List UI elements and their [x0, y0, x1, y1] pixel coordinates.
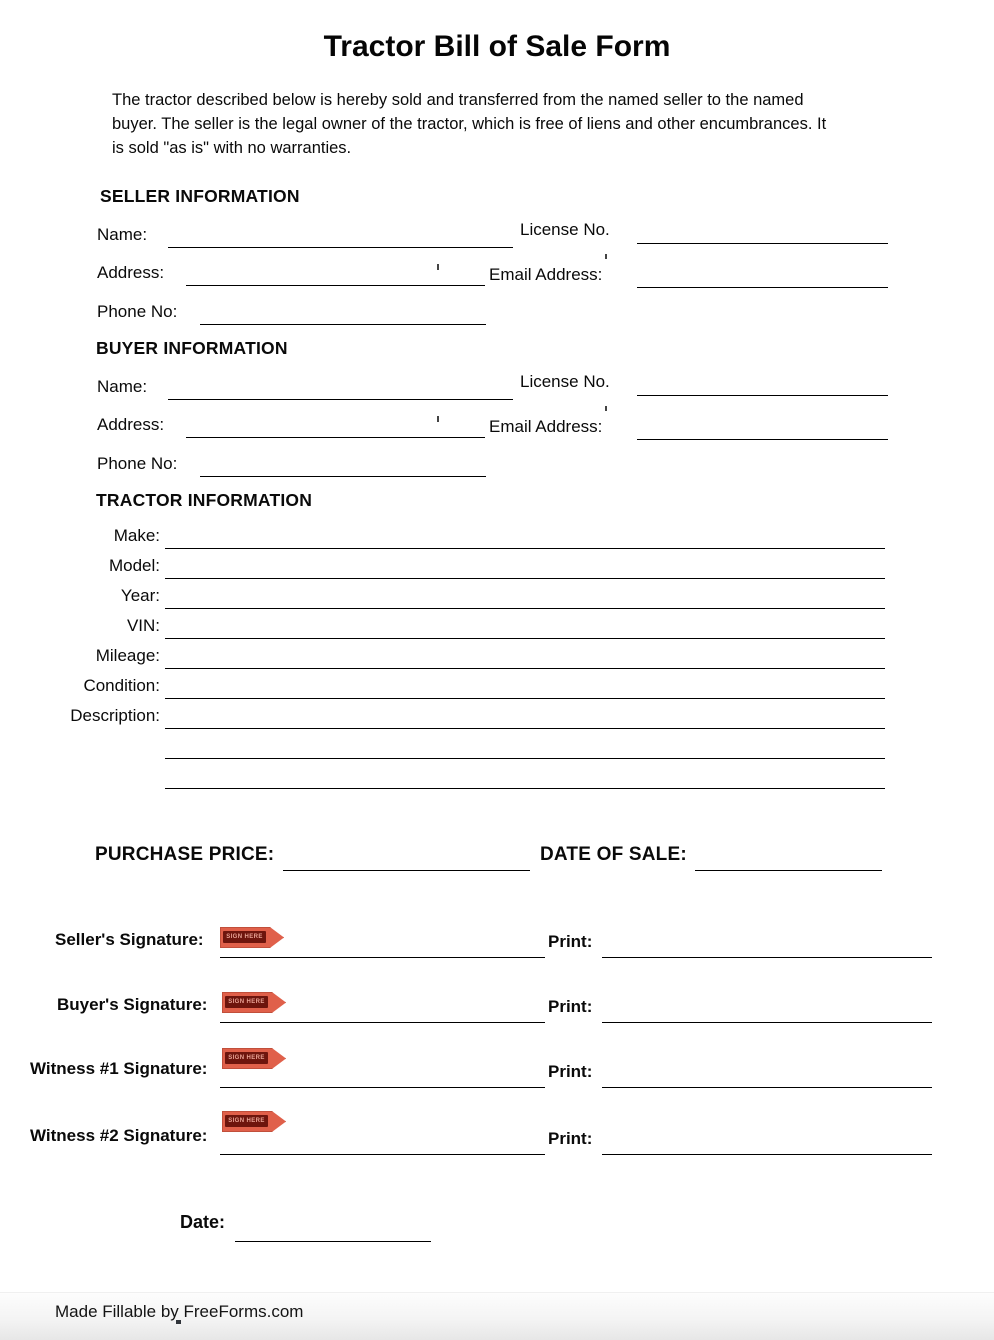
description-input-line-1[interactable] — [165, 728, 885, 729]
seller-print-input-line[interactable] — [602, 957, 932, 958]
buyer-phone-label: Phone No: — [97, 454, 178, 473]
make-input-line[interactable] — [165, 548, 885, 549]
date-label: Date: — [180, 1212, 226, 1232]
model-input-line[interactable] — [165, 578, 885, 579]
mileage-label: Mileage: — [95, 646, 160, 665]
sign-here-text: SIGN HERE — [223, 931, 266, 943]
seller-email-input-line[interactable] — [637, 287, 888, 288]
vin-label: VIN: — [126, 616, 160, 635]
intro-paragraph: The tractor described below is hereby sold and transferred from the named seller to the named buyer. The seller is the legal owner of the tractor, which is free of liens and other encumbrances. It is sold "as is" with no warranties. — [112, 91, 827, 157]
seller-signature-label: Seller's Signature: — [55, 930, 204, 949]
seller-address-input-line[interactable] — [186, 285, 485, 286]
date-of-sale-label: DATE OF SALE: — [540, 844, 687, 865]
buyer-phone-input-line[interactable] — [200, 476, 486, 477]
buyer-section-heading: BUYER INFORMATION — [96, 338, 288, 358]
sign-here-tag[interactable] — [220, 927, 284, 948]
sign-here-text: SIGN HERE — [225, 996, 268, 1008]
seller-phone-input-line[interactable] — [200, 324, 486, 325]
footer-credit: Made Fillable by FreeForms.com — [55, 1302, 304, 1321]
mileage-input-line[interactable] — [165, 668, 885, 669]
sign-here-tag[interactable] — [222, 1111, 286, 1132]
description-label: Description: — [70, 706, 160, 725]
stray-mark — [605, 254, 607, 259]
seller-address-label: Address: — [97, 263, 165, 282]
year-label: Year: — [120, 586, 160, 605]
page-title: Tractor Bill of Sale Form — [323, 30, 671, 63]
witness1-print-label: Print: — [548, 1062, 593, 1081]
sign-here-tag[interactable] — [222, 1048, 286, 1069]
buyer-email-label: Email Address: — [489, 417, 603, 436]
sign-here-tag[interactable] — [222, 992, 286, 1013]
description-input-line-2[interactable] — [165, 758, 885, 759]
seller-email-label: Email Address: — [489, 265, 603, 284]
stray-mark — [437, 416, 439, 422]
witness2-print-label: Print: — [548, 1129, 593, 1148]
witness1-signature-label: Witness #1 Signature: — [30, 1059, 208, 1078]
stray-mark — [605, 406, 607, 411]
buyer-print-label: Print: — [548, 997, 593, 1016]
seller-signature-input-line[interactable] — [220, 957, 545, 958]
model-label: Model: — [108, 556, 160, 575]
witness2-print-input-line[interactable] — [602, 1154, 932, 1155]
seller-section-heading: SELLER INFORMATION — [100, 186, 300, 206]
seller-phone-label: Phone No: — [97, 302, 178, 321]
year-input-line[interactable] — [165, 608, 885, 609]
make-label: Make: — [113, 526, 160, 545]
witness1-signature-input-line[interactable] — [220, 1087, 545, 1088]
witness1-print-input-line[interactable] — [602, 1087, 932, 1088]
condition-label: Condition: — [83, 676, 160, 695]
buyer-signature-label: Buyer's Signature: — [57, 995, 208, 1014]
purchase-price-label: PURCHASE PRICE: — [95, 844, 275, 865]
sign-here-text: SIGN HERE — [225, 1052, 268, 1064]
description-input-line-3[interactable] — [165, 788, 885, 789]
seller-license-input-line[interactable] — [637, 243, 888, 244]
witness2-signature-label: Witness #2 Signature: — [30, 1126, 208, 1145]
sign-here-text: SIGN HERE — [225, 1115, 268, 1127]
buyer-license-label: License No. — [520, 372, 610, 391]
witness2-signature-input-line[interactable] — [220, 1154, 545, 1155]
buyer-print-input-line[interactable] — [602, 1022, 932, 1023]
date-of-sale-input-line[interactable] — [695, 870, 882, 871]
tractor-section-heading: TRACTOR INFORMATION — [96, 490, 313, 510]
vin-input-line[interactable] — [165, 638, 885, 639]
buyer-name-input-line[interactable] — [168, 399, 513, 400]
purchase-price-input-line[interactable] — [283, 870, 530, 871]
buyer-address-label: Address: — [97, 415, 165, 434]
stray-mark — [437, 264, 439, 270]
seller-print-label: Print: — [548, 932, 593, 951]
seller-name-input-line[interactable] — [168, 247, 513, 248]
buyer-address-input-line[interactable] — [186, 437, 485, 438]
buyer-license-input-line[interactable] — [637, 395, 888, 396]
condition-input-line[interactable] — [165, 698, 885, 699]
buyer-name-label: Name: — [97, 377, 148, 396]
buyer-signature-input-line[interactable] — [220, 1022, 545, 1023]
buyer-email-input-line[interactable] — [637, 439, 888, 440]
date-input-line[interactable] — [235, 1241, 431, 1242]
seller-name-label: Name: — [97, 225, 148, 244]
seller-license-label: License No. — [520, 220, 610, 239]
